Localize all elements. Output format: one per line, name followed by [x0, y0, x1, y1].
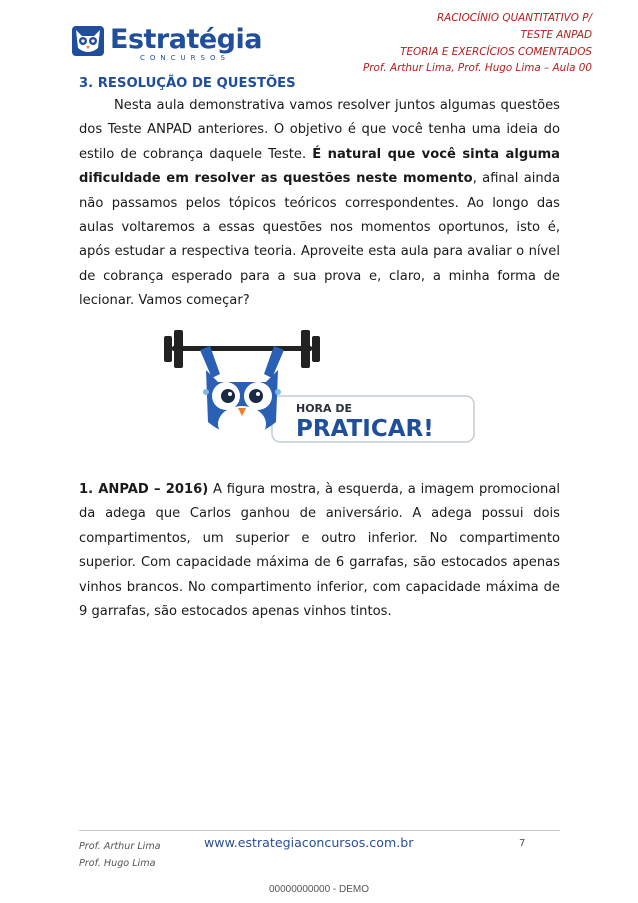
header-line: RACIOCÍNIO QUANTITATIVO P/: [436, 12, 592, 24]
barbell-icon: [164, 330, 320, 368]
intro-paragraph: [79, 94, 560, 314]
owl-logo-icon: [72, 26, 104, 56]
intro-bold-text: É natural que você sinta alguma dificuldade em resolver as questões neste momento: [79, 146, 561, 187]
question-text: A figura mostra, à esquerda, a imagem promocional da adega que Carlos ganhou de aniversário. A adega possui dois compartimentos, um superior e outro inferior. No compartimento superior. Com capacidade máxima de 6 garrafas, são estocados apenas vinhos brancos. No compartimento inferior, com capacidade máxima de 9 garrafas, são estocados apenas vinhos tintos.: [79, 482, 560, 620]
footer-divider: [79, 830, 560, 831]
logo: [72, 26, 262, 62]
question-paragraph: [79, 478, 560, 624]
footer-url: www.estrategiaconcursos.com.br: [204, 835, 414, 850]
page-number: 7: [519, 838, 526, 849]
intro-text: Nesta aula demonstrativa vamos resolver juntos algumas questões dos Teste ANPAD anteriores. O objetivo é que você tenha uma ideia do estilo de cobrança daquele Teste.: [79, 98, 560, 162]
header-line: Prof. Arthur Lima, Prof. Hugo Lima – Aula 00: [362, 62, 592, 75]
demo-watermark: 00000000000 - DEMO: [268, 884, 370, 895]
section-title: 3. RESOLUÇÃO DE QUESTÕES: [79, 76, 296, 91]
header-line: TESTE ANPAD: [520, 28, 592, 41]
logo-subtitle: CONCURSOS: [140, 54, 230, 62]
banner-line1: HORA DE: [296, 402, 353, 415]
banner-line2: PRATICAR!: [296, 416, 434, 442]
footer-author: Prof. Arthur Lima: [79, 841, 161, 852]
intro-text-end: , afinal ainda não passamos pelos tópicos teóricos correspondentes. Ao longo das aulas voltaremos a essas questões nos momentos oportunos, isto é, após estudar a respectiva teoria. Aproveite esta aula para avaliar o nível de cobrança esperado para a sua prova e, claro, a minha forma de lecionar. Vamos começar?: [79, 171, 561, 309]
question-label: 1. ANPAD – 2016): [79, 482, 209, 497]
logo-name: Estratégia: [110, 24, 262, 55]
hora-de-praticar-illustration: [160, 330, 480, 452]
footer-author: Prof. Hugo Lima: [79, 858, 156, 869]
header-line: TEORIA E EXERCÍCIOS COMENTADOS: [400, 45, 592, 58]
header-course-info: [292, 10, 592, 77]
footer-authors: [79, 838, 161, 872]
